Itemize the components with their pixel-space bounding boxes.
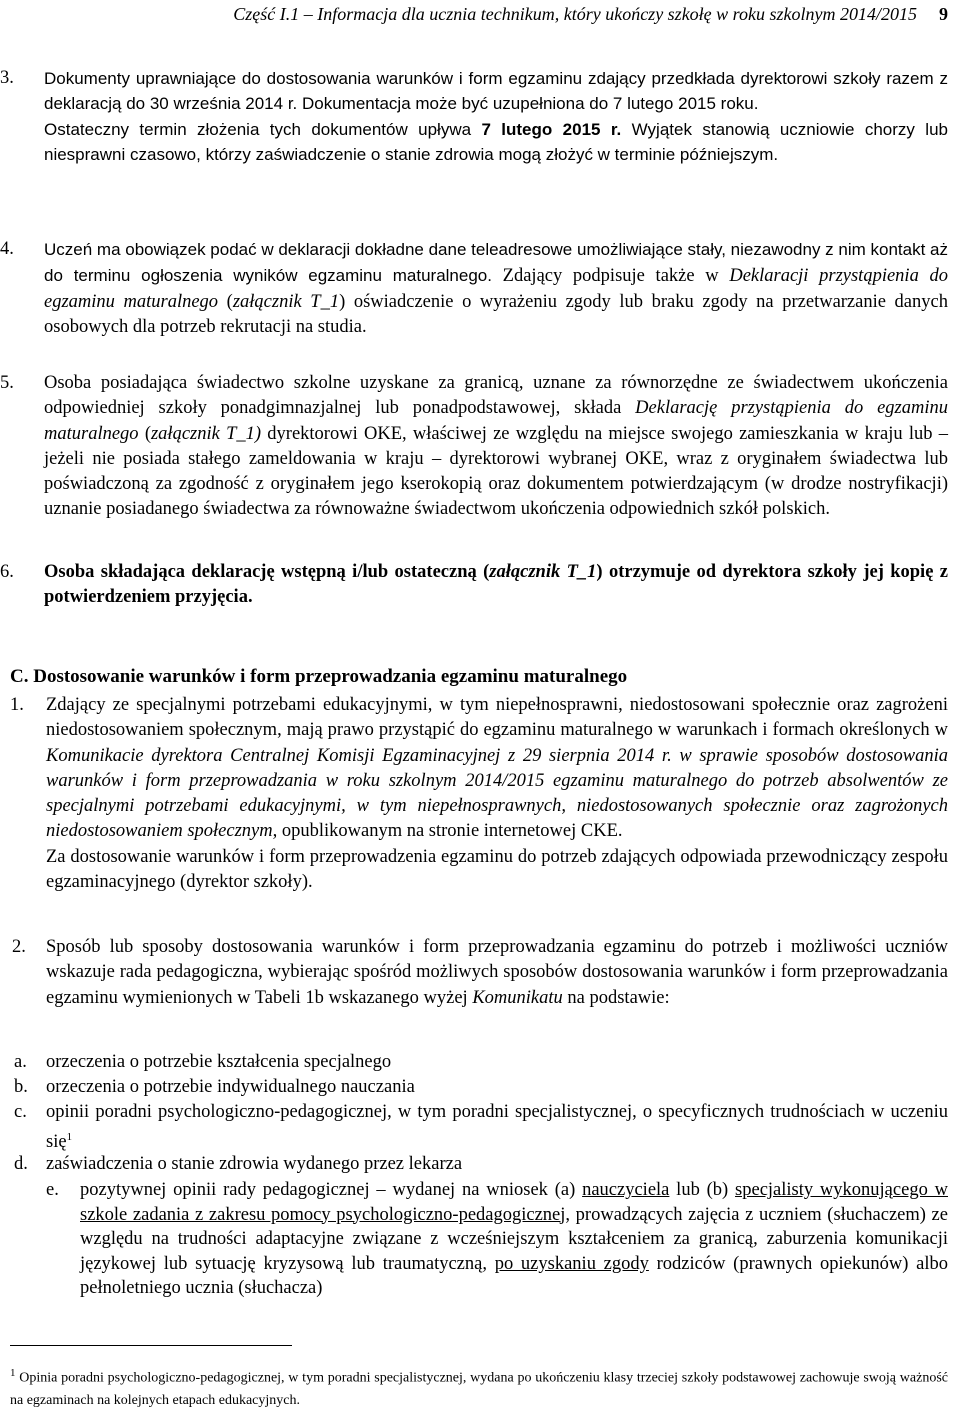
sublist-item-b	[14, 1075, 948, 1100]
sublist-text: orzeczenia o potrzebie kształcenia specjalnego	[46, 1052, 392, 1072]
text-run: rodziców (prawnych opiekunów) albo pełnoletniego ucznia (słuchacza)	[80, 1253, 948, 1299]
text-run: Uczeń ma obowiązek podać w deklaracji dokładne dane teleadresowe umożliwiające stały, niezawodny z nim kontakt aż do terminu ogłoszenia wyników egzaminu maturalnego.	[44, 240, 948, 286]
sublist-label: c.	[14, 1102, 27, 1122]
footnote-reference: 1	[66, 1130, 73, 1143]
text-run: Zdający ze specjalnymi potrzebami edukacyjnymi, w tym niepełnosprawni, niedostosowani społecznie oraz zagrożeni niedostosowaniem społecznym, mają prawo przystąpić do egzaminu maturalnego w warunkach i formach określonych w	[46, 695, 948, 741]
item-5-text	[44, 371, 948, 523]
underlined-text: nauczyciela	[582, 1180, 670, 1200]
item-3-paragraph-1: Dokumenty uprawniające do dostosowania warunków i form egzaminu zdający przedkłada dyrektorowi szkoły razem z deklaracją do 30 września 2014 r. Dokumentacja może być uzupełniona do 7 lutego 2015 roku.	[44, 69, 948, 114]
sublist-item-c	[14, 1100, 948, 1154]
footnote-text: Opinia poradni psychologiczno-pedagogicznej, w tym poradni specjalistycznej, wydana po ukończeniu klasy trzeciej szkoły podstawowej zachowuje swoją ważność na egzaminach na kolejnych etapach edukacyjnych.	[10, 1370, 948, 1408]
underlined-text: po uzyskaniu zgody	[494, 1253, 649, 1274]
list-item-3	[0, 66, 948, 167]
section-c-item-2	[0, 935, 948, 1011]
text-run: Zdający podpisuje także w	[491, 266, 730, 287]
footnote	[10, 1362, 948, 1412]
list-item-6	[0, 560, 948, 611]
footnote-separator	[10, 1345, 292, 1346]
item-number: 3.	[0, 68, 14, 88]
text-run-italic: Komunikatu	[472, 987, 563, 1008]
sublist-label: e.	[46, 1180, 59, 1200]
text-run: dyrektorowi OKE, właściwej ze względu na miejsce swojego zamieszkania w kraju lub – jeżeli nie posiada stałego zameldowania w kraju – dyrektorowi wybranej OKE, wraz z oryginałem świadectwa lub poświadczoną za zgodność z oryginałem jego kserokopią oraz dokumentem potwierdzającym (w drodze nostryfikacji) uznanie posiadanego świadectwa za równoważne świadectwom ukończenia odpowiednich szkół polskich.	[44, 423, 948, 520]
deadline-bold: 7 lutego 2015 r.	[481, 119, 622, 139]
header-title: Część I.1 – Informacja dla ucznia technikum, który ukończy szkołę w roku szkolnym 2014/2015	[233, 4, 917, 24]
sublist-item-e	[46, 1178, 948, 1301]
sublist-label: d.	[14, 1154, 28, 1174]
sublist-label: b.	[14, 1077, 28, 1097]
page-number: 9	[939, 4, 948, 24]
running-header	[0, 4, 948, 25]
text-run: ) oświadczenie o wyrażeniu zgody lub braku zgody na przetwarzanie danych osobowych dla potrzeb rekrutacji na studia.	[44, 291, 948, 337]
text-run: opublikowanym na stronie internetowej CKE.	[277, 821, 623, 842]
text-run: ) otrzymuje od dyrektora szkoły jej kopię z potwierdzeniem przyjęcia.	[44, 562, 949, 608]
sublist-item-d	[14, 1152, 948, 1177]
text-run: Osoba składająca deklarację wstępną i/lub ostateczną (	[44, 562, 490, 582]
list-item-4	[0, 237, 948, 340]
text-run: na podstawie:	[562, 987, 670, 1008]
text-run-italic: Deklaracji przystąpienia do egzaminu maturalnego	[44, 266, 949, 312]
text-run: pozytywnej opinii rady pedagogicznej – wydanej na wniosek (a)	[80, 1180, 583, 1200]
text-run: Wyjątek stanowią uczniowie chorzy lub niesprawni czasowo, którzy zaświadczenie o stanie zdrowia mogą złożyć w terminie późniejszym.	[44, 119, 948, 164]
c1-paragraph-1	[46, 693, 948, 845]
c1-paragraph-2: Za dostosowanie warunków i form przeprowadzenia egzaminu do potrzeb zdających odpowiada przewodniczący zespołu egzaminacyjnego (dyrektor szkoły).	[46, 846, 948, 893]
text-run-italic: załącznik T_1)	[150, 423, 262, 444]
item-number: 5.	[0, 373, 14, 393]
item-4-text	[44, 237, 948, 340]
text-run-italic: Komunikacie dyrektora Centralnej Komisji Egzaminacyjnej z 29 sierpnia 2014 r. w sprawie sposobów dostosowania warunków i form przeprowadzania w roku szkolnym 2014/2015 egzaminu maturalnego do potrzeb absolwentów ze specjalnymi potrzebami edukacyjnymi, w tym niepełnosprawnych, niedostosowanych społecznie oraz zagrożonych niedostosowaniem społecznym,	[46, 745, 948, 842]
text-run: lub (b)	[669, 1180, 736, 1200]
sublist-item-a	[14, 1050, 948, 1075]
text-run: (	[138, 423, 151, 444]
sublist-text: zaświadczenia o stanie zdrowia wydanego przez lekarza	[46, 1154, 463, 1174]
text-run-italic: Deklarację przystąpienia do egzaminu maturalnego	[44, 398, 948, 444]
text-run: Ostateczny termin złożenia tych dokumentów upływa	[44, 119, 482, 139]
item-6-text	[44, 560, 948, 611]
text-run-italic: załącznik T_1	[489, 562, 597, 582]
sublist-label: a.	[14, 1052, 27, 1072]
item-number: 1.	[10, 695, 24, 715]
text-run: Osoba posiadająca świadectwo szkolne uzyskane za granicą, uznane za równorzędne ze świadectwem ukończenia odpowiedniej szkoły ponadgimnazjalnej lub ponadpodstawowej, składa	[44, 373, 948, 419]
section-c-item-1	[0, 693, 948, 895]
text-run-italic: załącznik T_1	[232, 291, 340, 312]
item-3-paragraph-2	[44, 117, 948, 168]
item-number: 2.	[12, 937, 26, 957]
text-run: , prowadzących zajęcia z uczniem (słuchaczem) ze względu na trudności adaptacyjne związane z wcześniejszym kształceniem za granicą, zaburzenia komunikacji językowej lub sytuację kryzysową lub traumatyczną,	[80, 1204, 948, 1274]
sublist-text: opinii poradni psychologiczno-pedagogicznej, w tym poradni specjalistycznej, o specyficznych trudnościach w uczeniu się	[46, 1102, 948, 1152]
c2-text	[46, 935, 948, 1011]
footnote-mark: 1	[10, 1367, 16, 1379]
underlined-text: specjalisty wykonującego w szkole zadania z zakresu pomocy psychologiczno-pedagogicznej	[80, 1180, 948, 1225]
item-number: 6.	[0, 562, 14, 582]
item-number: 4.	[0, 239, 14, 259]
text-run: Sposób lub sposoby dostosowania warunków i form przeprowadzania egzaminu do potrzeb i możliwości uczniów wskazuje rada pedagogiczna, wybierając spośród możliwych sposobów dostosowania warunków i form przeprowadzania egzaminu wymienionych w Tabeli 1b wskazanego wyżej	[46, 937, 948, 1008]
section-heading: C. Dostosowanie warunków i form przeprowadzania egzaminu maturalnego	[10, 666, 628, 687]
sublist-text: orzeczenia o potrzebie indywidualnego nauczania	[46, 1077, 415, 1097]
list-item-5	[0, 371, 948, 523]
text-run: (	[218, 291, 233, 312]
